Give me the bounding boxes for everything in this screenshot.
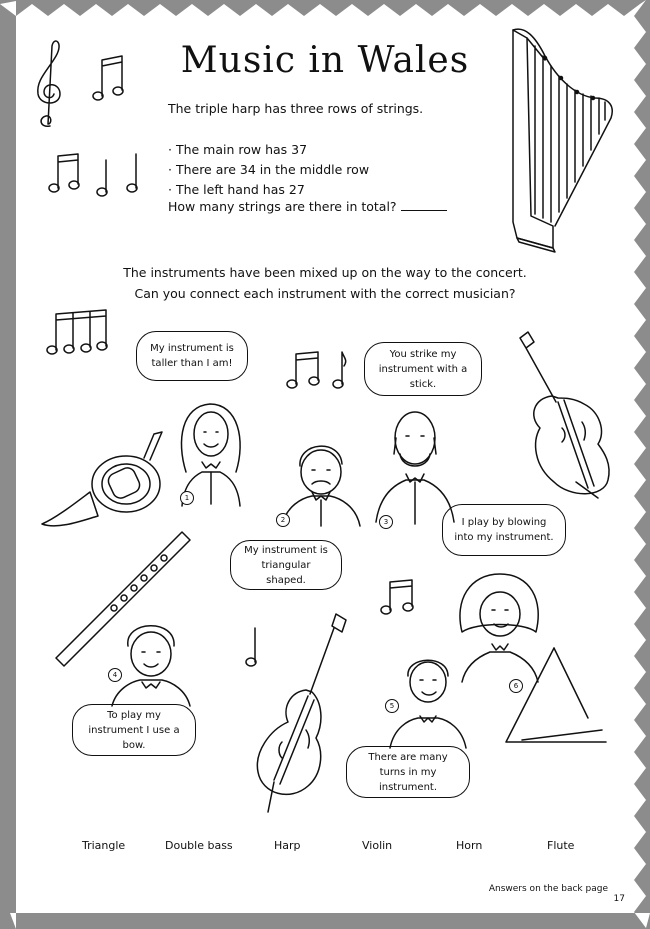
label-double-bass: Double bass: [165, 839, 233, 852]
total-question: [168, 199, 447, 214]
page-number: 17: [613, 894, 625, 904]
label-violin: Violin: [362, 839, 393, 852]
musician-number-2: 2: [276, 513, 290, 527]
musician-number-5: 5: [385, 699, 399, 713]
instructions: [0, 262, 650, 304]
harp-intro: The triple harp has three rows of strings.: [168, 101, 424, 116]
label-horn: Horn: [456, 839, 483, 852]
fact-middle-row: · There are 34 in the middle row: [168, 162, 370, 177]
musician-number-4: 4: [108, 668, 122, 682]
notes-cluster-icon: [46, 150, 146, 200]
label-harp: Harp: [274, 839, 301, 852]
harp-illustration: [505, 26, 623, 254]
question-text: How many strings are there in total?: [168, 199, 397, 214]
musician-number-3: 3: [379, 515, 393, 529]
notes-right-icon: [380, 576, 420, 616]
bubble-strike: You strike my instrument with a stick.: [364, 342, 482, 396]
musician-number-6: 6: [509, 679, 523, 693]
fact-left-hand: · The left hand has 27: [168, 182, 305, 197]
harp-facts: [168, 140, 369, 200]
label-flute: Flute: [547, 839, 575, 852]
instruction-line-1: The instruments have been mixed up on the way to the concert.: [123, 265, 527, 280]
double-bass-illustration: [250, 612, 350, 816]
horn-illustration: [38, 428, 170, 532]
label-triangle: Triangle: [82, 839, 126, 852]
bubble-bow: To play my instrument I use a bow.: [72, 704, 196, 756]
bubble-turns: There are many turns in my instrument.: [346, 746, 470, 798]
fact-main-row: · The main row has 37: [168, 142, 308, 157]
bubble-triangular: My instrument is triangular shaped.: [230, 540, 342, 590]
musician-number-1: 1: [180, 491, 194, 505]
beamed-four-notes-icon: [46, 306, 112, 358]
bubble-taller: My instrument is taller than I am!: [136, 331, 248, 381]
instruction-line-2: Can you connect each instrument with the correct musician?: [134, 286, 516, 301]
footer-note: Answers on the back page: [488, 884, 608, 894]
musician-2: [278, 432, 364, 528]
page-title: Music in Wales: [180, 40, 470, 81]
musician-3: [372, 404, 458, 526]
musician-4: [104, 614, 200, 708]
answer-blank[interactable]: [401, 199, 447, 211]
bubble-blowing: I play by blowing into my instrument.: [442, 504, 566, 556]
notes-middle-icon: [284, 348, 350, 392]
violin-illustration: [514, 332, 614, 504]
musician-6: [454, 570, 546, 688]
